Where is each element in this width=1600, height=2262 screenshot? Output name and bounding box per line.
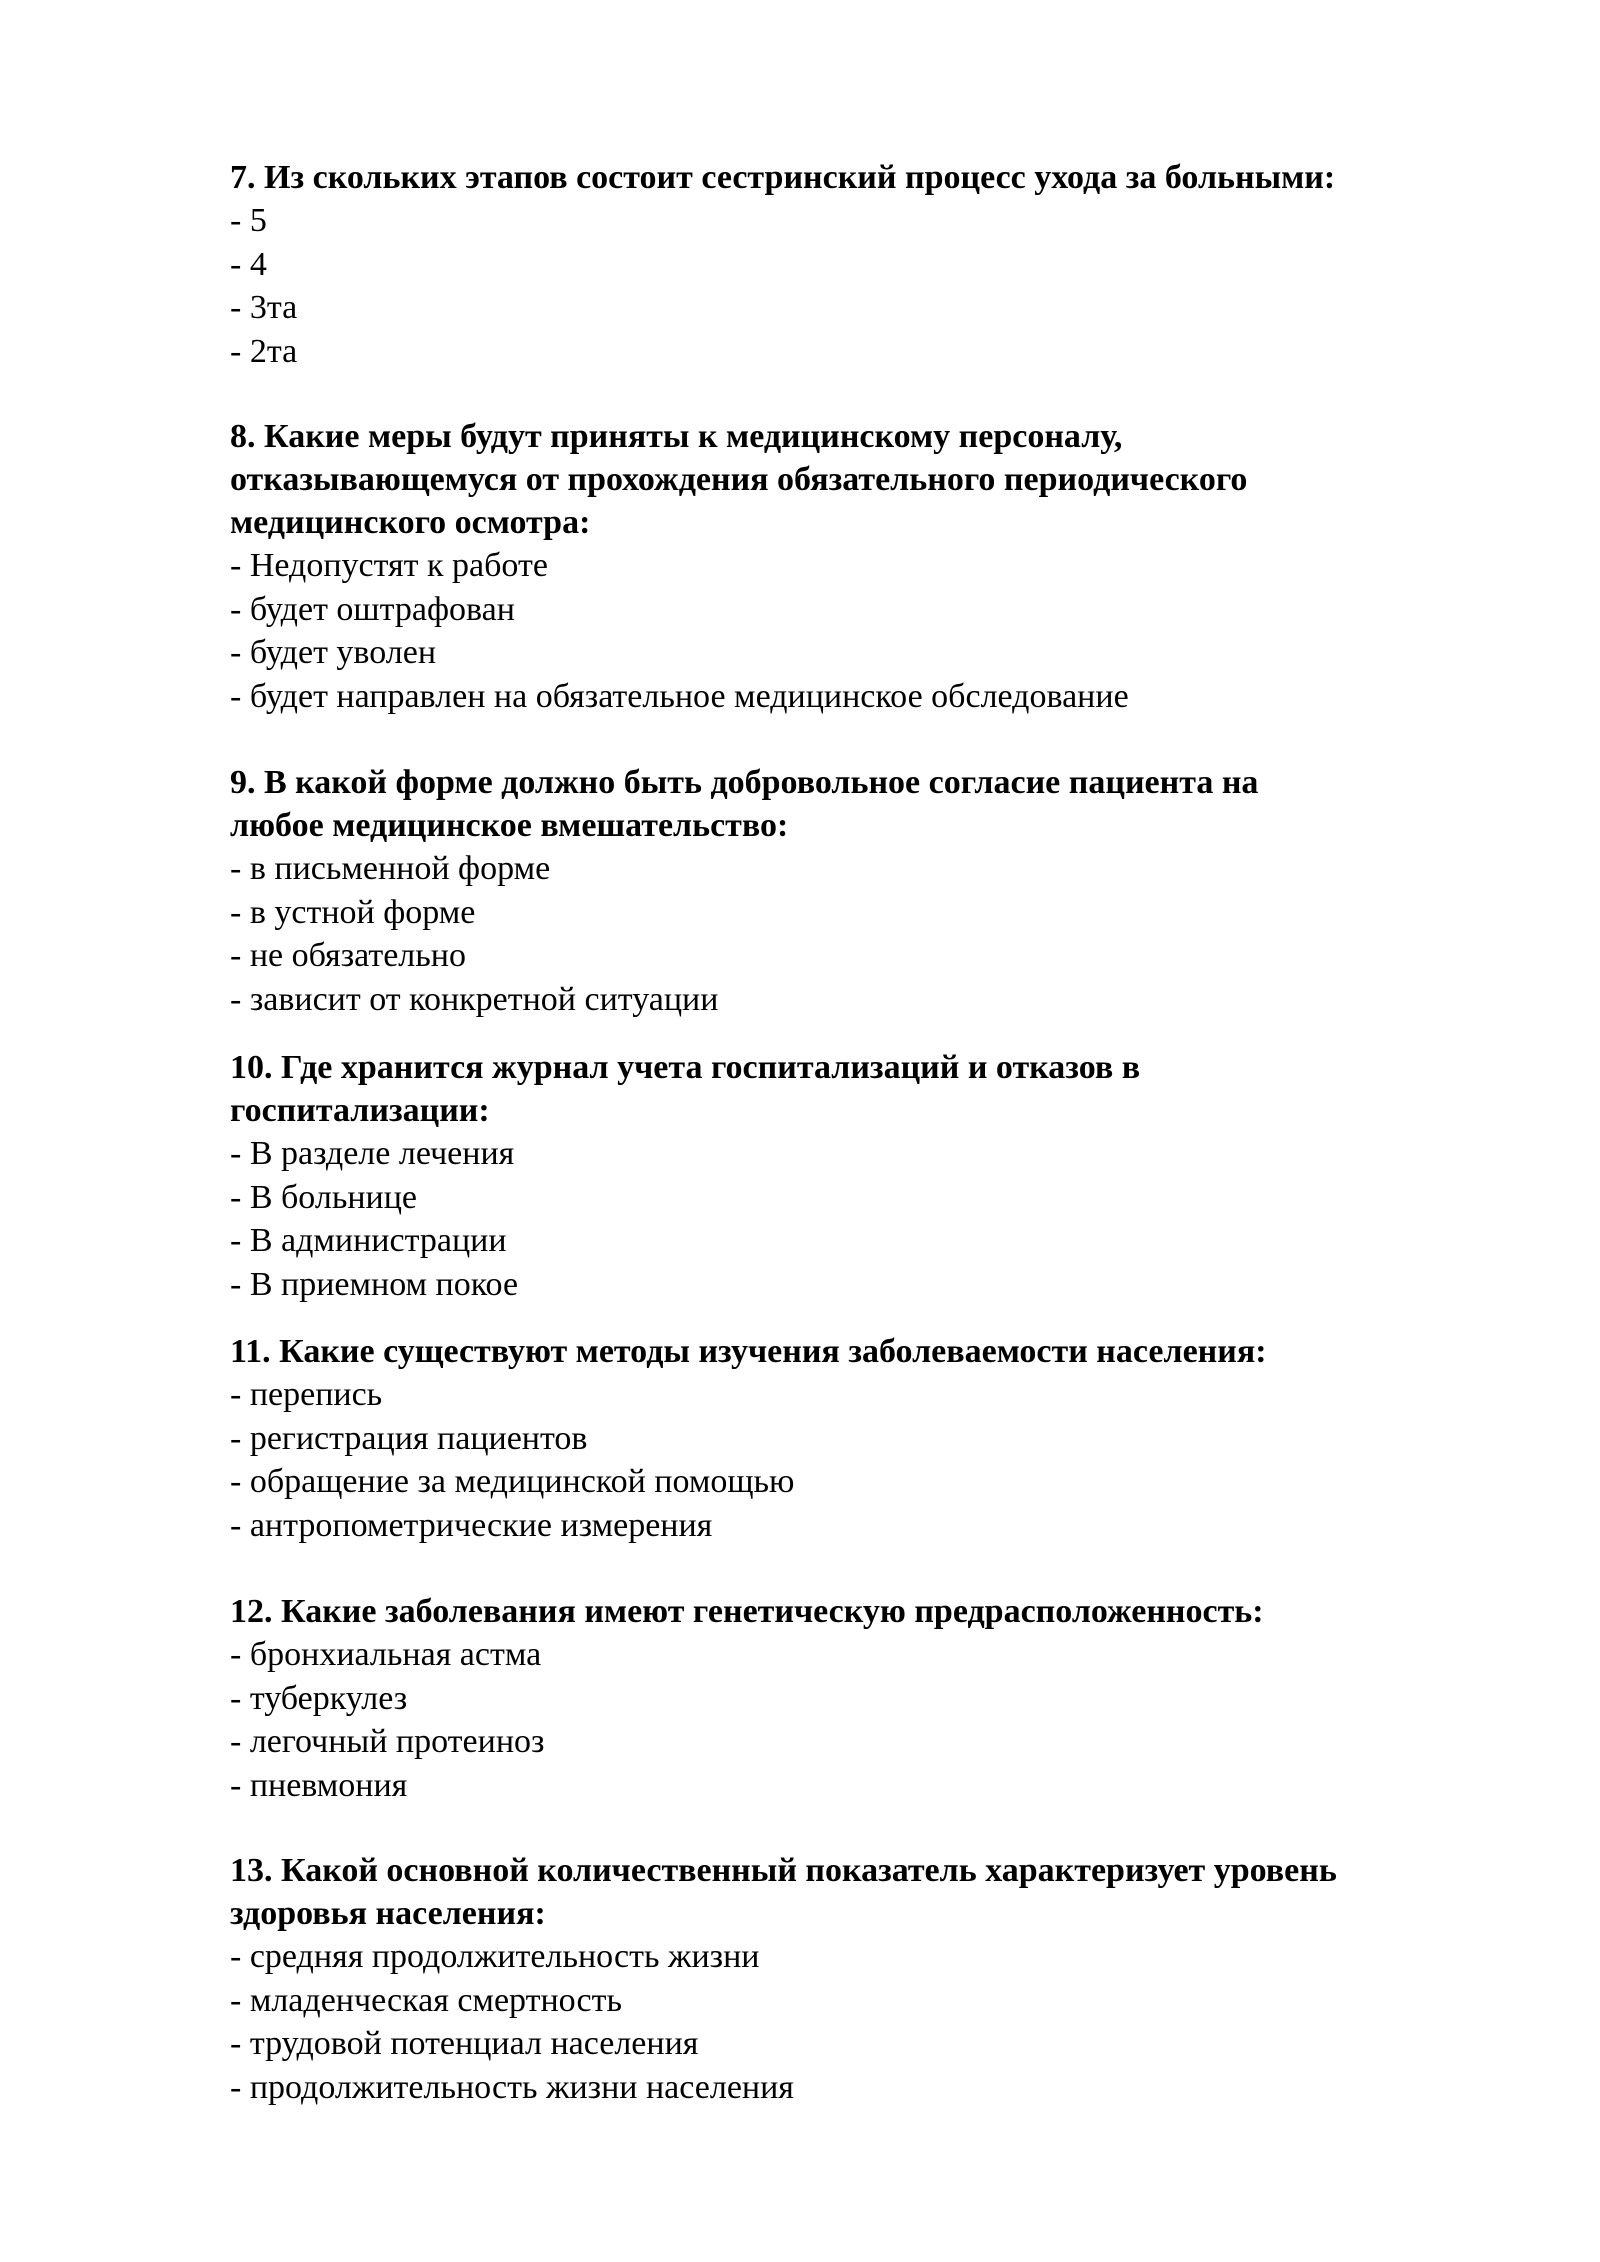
question-title	[230, 1590, 1530, 1633]
answer-option: - регистрация пациентов	[230, 1419, 588, 1457]
question-11	[230, 1330, 1530, 1547]
question-title-line: 12. Какие заболевания имеют генетическую предрасположенность:	[230, 1593, 1264, 1630]
question-title-line: медицинского осмотра:	[230, 504, 591, 541]
question-title	[230, 156, 1530, 199]
answer-options	[230, 199, 1530, 373]
question-title-line: любое медицинское вмешательство:	[230, 807, 789, 844]
answer-option: - В разделе лечения	[230, 1135, 515, 1172]
answer-option: - 3та	[230, 289, 298, 326]
answer-option: - трудовой потенциал населения	[230, 2025, 699, 2062]
answer-options	[230, 1132, 1530, 1306]
question-title	[230, 1046, 1530, 1132]
answer-option: - В больнице	[230, 1178, 417, 1216]
answer-option: - средняя продолжительность жизни	[230, 1938, 760, 1975]
question-title-line: здоровья населения:	[230, 1895, 546, 1932]
question-8	[230, 415, 1530, 718]
answer-option: - 4	[230, 245, 267, 283]
answer-option: - Недопустят к работе	[230, 547, 548, 584]
answer-option: - будет направлен на обязательное медицинское обследование	[230, 677, 1129, 715]
answer-option: - В администрации	[230, 1222, 507, 1259]
question-title	[230, 415, 1530, 544]
answer-option: - не обязательно	[230, 937, 466, 974]
question-title-line: 8. Какие меры будут приняты к медицинскому персоналу,	[230, 418, 1123, 455]
question-title	[230, 1849, 1530, 1935]
answer-option: - в устной форме	[230, 893, 476, 931]
answer-options	[230, 847, 1530, 1021]
answer-option: - будет оштрафован	[230, 590, 515, 628]
question-title-line: 11. Какие существуют методы изучения заболеваемости населения:	[230, 1333, 1267, 1370]
answer-option: - зависит от конкретной ситуации	[230, 980, 719, 1018]
question-13	[230, 1849, 1530, 2109]
answer-option: - младенческая смертность	[230, 1981, 622, 2019]
answer-option: - пневмония	[230, 1766, 408, 1804]
answer-option: - В приемном покое	[230, 1265, 519, 1303]
question-12	[230, 1590, 1530, 1807]
answer-options	[230, 1373, 1530, 1547]
answer-option: - будет уволен	[230, 634, 437, 671]
answer-option: - в письменной форме	[230, 850, 551, 887]
question-title-line: отказывающемуся от прохождения обязательного периодического	[230, 461, 1248, 498]
answer-option: - бронхиальная астма	[230, 1636, 542, 1673]
answer-options	[230, 544, 1530, 718]
question-title	[230, 1330, 1530, 1373]
answer-options	[230, 1935, 1530, 2109]
answer-option: - перепись	[230, 1376, 383, 1413]
answer-option: - туберкулез	[230, 1679, 408, 1717]
answer-option: - обращение за медицинской помощью	[230, 1463, 795, 1500]
question-10	[230, 1046, 1530, 1306]
answer-option: - легочный протеиноз	[230, 1723, 545, 1760]
answer-option: - 5	[230, 202, 267, 239]
answer-options	[230, 1633, 1530, 1807]
answer-option: - антропометрические измерения	[230, 1506, 713, 1544]
question-7	[230, 156, 1530, 373]
question-title	[230, 761, 1530, 847]
question-title-line: 9. В какой форме должно быть добровольное согласие пациента на	[230, 764, 1259, 801]
question-title-line: 7. Из скольких этапов состоит сестринский процесс ухода за больными:	[230, 159, 1336, 196]
question-title-line: госпитализации:	[230, 1092, 490, 1129]
question-title-line: 13. Какой основной количественный показатель характеризует уровень	[230, 1852, 1337, 1889]
question-title-line: 10. Где хранится журнал учета госпитализаций и отказов в	[230, 1049, 1141, 1086]
answer-option: - продолжительность жизни населения	[230, 2068, 794, 2106]
question-9	[230, 761, 1530, 1021]
answer-option: - 2та	[230, 332, 298, 370]
